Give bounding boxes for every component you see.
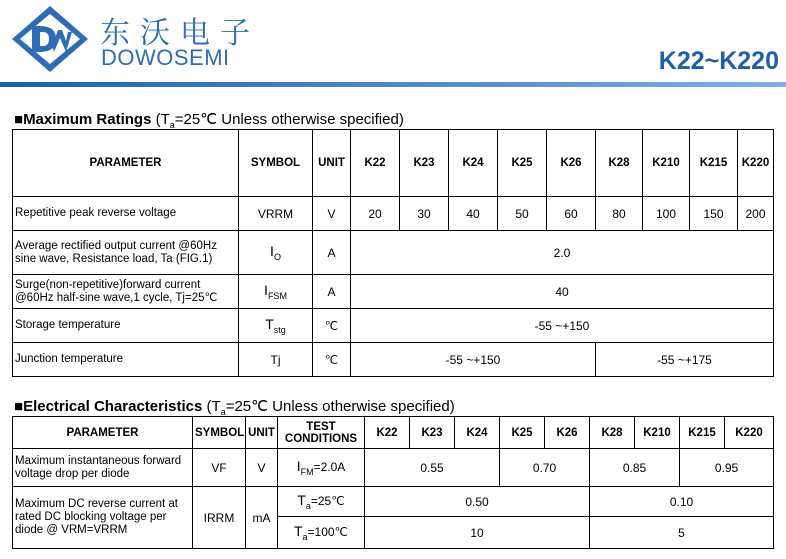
table-header-row xyxy=(13,417,774,449)
model-header: K25 xyxy=(500,417,545,449)
table-header-row xyxy=(13,130,774,197)
condition-cell: $T_a=100℃$ xyxy=(278,517,365,549)
condition-cell: $T_a=25℃$ xyxy=(278,487,365,517)
part-number-title: K22~K220 xyxy=(658,47,779,75)
model-header: K25 xyxy=(498,130,547,197)
value-cell: 0.50 xyxy=(365,487,590,517)
value-cell: 100 xyxy=(643,197,690,231)
value-cell: 50 xyxy=(498,197,547,231)
symbol-cell: VRRM xyxy=(239,197,313,231)
model-header: K28 xyxy=(590,417,635,449)
unit-cell: mA xyxy=(246,487,278,549)
param-cell: Maximum DC reverse current at rated DC blocking voltage per diode @ VRM=VRRM xyxy=(13,487,193,549)
model-header: K210 xyxy=(643,130,690,197)
electrical-table xyxy=(12,416,774,549)
brand-name-en: DOWOSEMI xyxy=(101,45,230,70)
value-cell: 0.55 xyxy=(365,449,500,487)
param-cell: Repetitive peak reverse voltage xyxy=(13,197,239,231)
table-row-tstg xyxy=(13,309,774,343)
table-row-irrm-25 xyxy=(13,487,774,517)
symbol-cell: Tj xyxy=(239,343,313,377)
model-header: K24 xyxy=(449,130,498,197)
param-cell: Average rectified output current @60Hz sine wave, Resistance load, Ta (FIG.1) xyxy=(13,231,239,275)
model-header: K215 xyxy=(690,130,738,197)
value-cell: 40 xyxy=(351,275,774,309)
condition-cell: $I_{FM}=2.0A$ xyxy=(278,449,365,487)
unit-cell: V xyxy=(313,197,351,231)
header-test-conditions: TEST CONDITIONS xyxy=(278,417,365,449)
value-cell: 0.95 xyxy=(680,449,774,487)
header-divider xyxy=(0,82,786,87)
value-cell: -55 ~+150 xyxy=(351,309,774,343)
table-row-vf xyxy=(13,449,774,487)
header-parameter: PARAMETER xyxy=(13,417,193,449)
value-cell: 0.70 xyxy=(500,449,590,487)
value-cell: 80 xyxy=(596,197,643,231)
value-cell: 40 xyxy=(449,197,498,231)
max-ratings-table xyxy=(12,129,774,377)
unit-cell: V xyxy=(246,449,278,487)
value-cell: 2.0 xyxy=(351,231,774,275)
table-row-io xyxy=(13,231,774,275)
symbol-cell: $I_{FSM}$ xyxy=(239,275,313,309)
model-header: K210 xyxy=(635,417,680,449)
header-unit: UNIT xyxy=(246,417,278,449)
unit-cell: A xyxy=(313,231,351,275)
model-header: K26 xyxy=(547,130,596,197)
header-symbol: SYMBOL xyxy=(239,130,313,197)
param-cell: Maximum instantaneous forward voltage drop per diode xyxy=(13,449,193,487)
table-row-ifsm xyxy=(13,275,774,309)
unit-cell: A xyxy=(313,275,351,309)
model-header: K23 xyxy=(400,130,449,197)
value-cell: -55 ~+150 xyxy=(351,343,596,377)
value-cell: 20 xyxy=(351,197,400,231)
brand-name-cn: 东沃电子 xyxy=(100,16,260,51)
header-unit: UNIT xyxy=(313,130,351,197)
param-cell: Storage temperature xyxy=(13,309,239,343)
value-cell: 30 xyxy=(400,197,449,231)
model-header: K220 xyxy=(725,417,774,449)
symbol-cell: $T_{stg}$ xyxy=(239,309,313,343)
model-header: K24 xyxy=(455,417,500,449)
electrical-title: ■Electrical Characteristics ($T_a=25℃$ Unless otherwise specified) xyxy=(14,398,455,417)
value-cell: 10 xyxy=(365,517,590,549)
unit-cell: ℃ xyxy=(313,309,351,343)
symbol-cell: VF xyxy=(193,449,246,487)
param-cell: Surge(non-repetitive)forward current @60Hz half-sine wave,1 cycle, Tj=25℃ xyxy=(13,275,239,309)
value-cell: 200 xyxy=(738,197,774,231)
dowosemi-logo-icon xyxy=(10,4,90,74)
value-cell: 5 xyxy=(590,517,774,549)
symbol-cell: $I_O$ xyxy=(239,231,313,275)
unit-cell: ℃ xyxy=(313,343,351,377)
value-cell: -55 ~+175 xyxy=(596,343,774,377)
model-header: K220 xyxy=(738,130,774,197)
max-ratings-title: ■Maximum Ratings ($T_a=25℃$ Unless otherwise specified) xyxy=(14,111,404,130)
table-row-tj xyxy=(13,343,774,377)
value-cell: 0.10 xyxy=(590,487,774,517)
param-cell: Junction temperature xyxy=(13,343,239,377)
model-header: K23 xyxy=(410,417,455,449)
model-header: K26 xyxy=(545,417,590,449)
model-header: K22 xyxy=(365,417,410,449)
value-cell: 60 xyxy=(547,197,596,231)
value-cell: 150 xyxy=(690,197,738,231)
value-cell: 0.85 xyxy=(590,449,680,487)
symbol-cell: IRRM xyxy=(193,487,246,549)
header-symbol: SYMBOL xyxy=(193,417,246,449)
model-header: K28 xyxy=(596,130,643,197)
model-header: K22 xyxy=(351,130,400,197)
model-header: K215 xyxy=(680,417,725,449)
header-parameter: PARAMETER xyxy=(13,130,239,197)
page-header xyxy=(0,0,786,100)
table-row-vrrm xyxy=(13,197,774,231)
